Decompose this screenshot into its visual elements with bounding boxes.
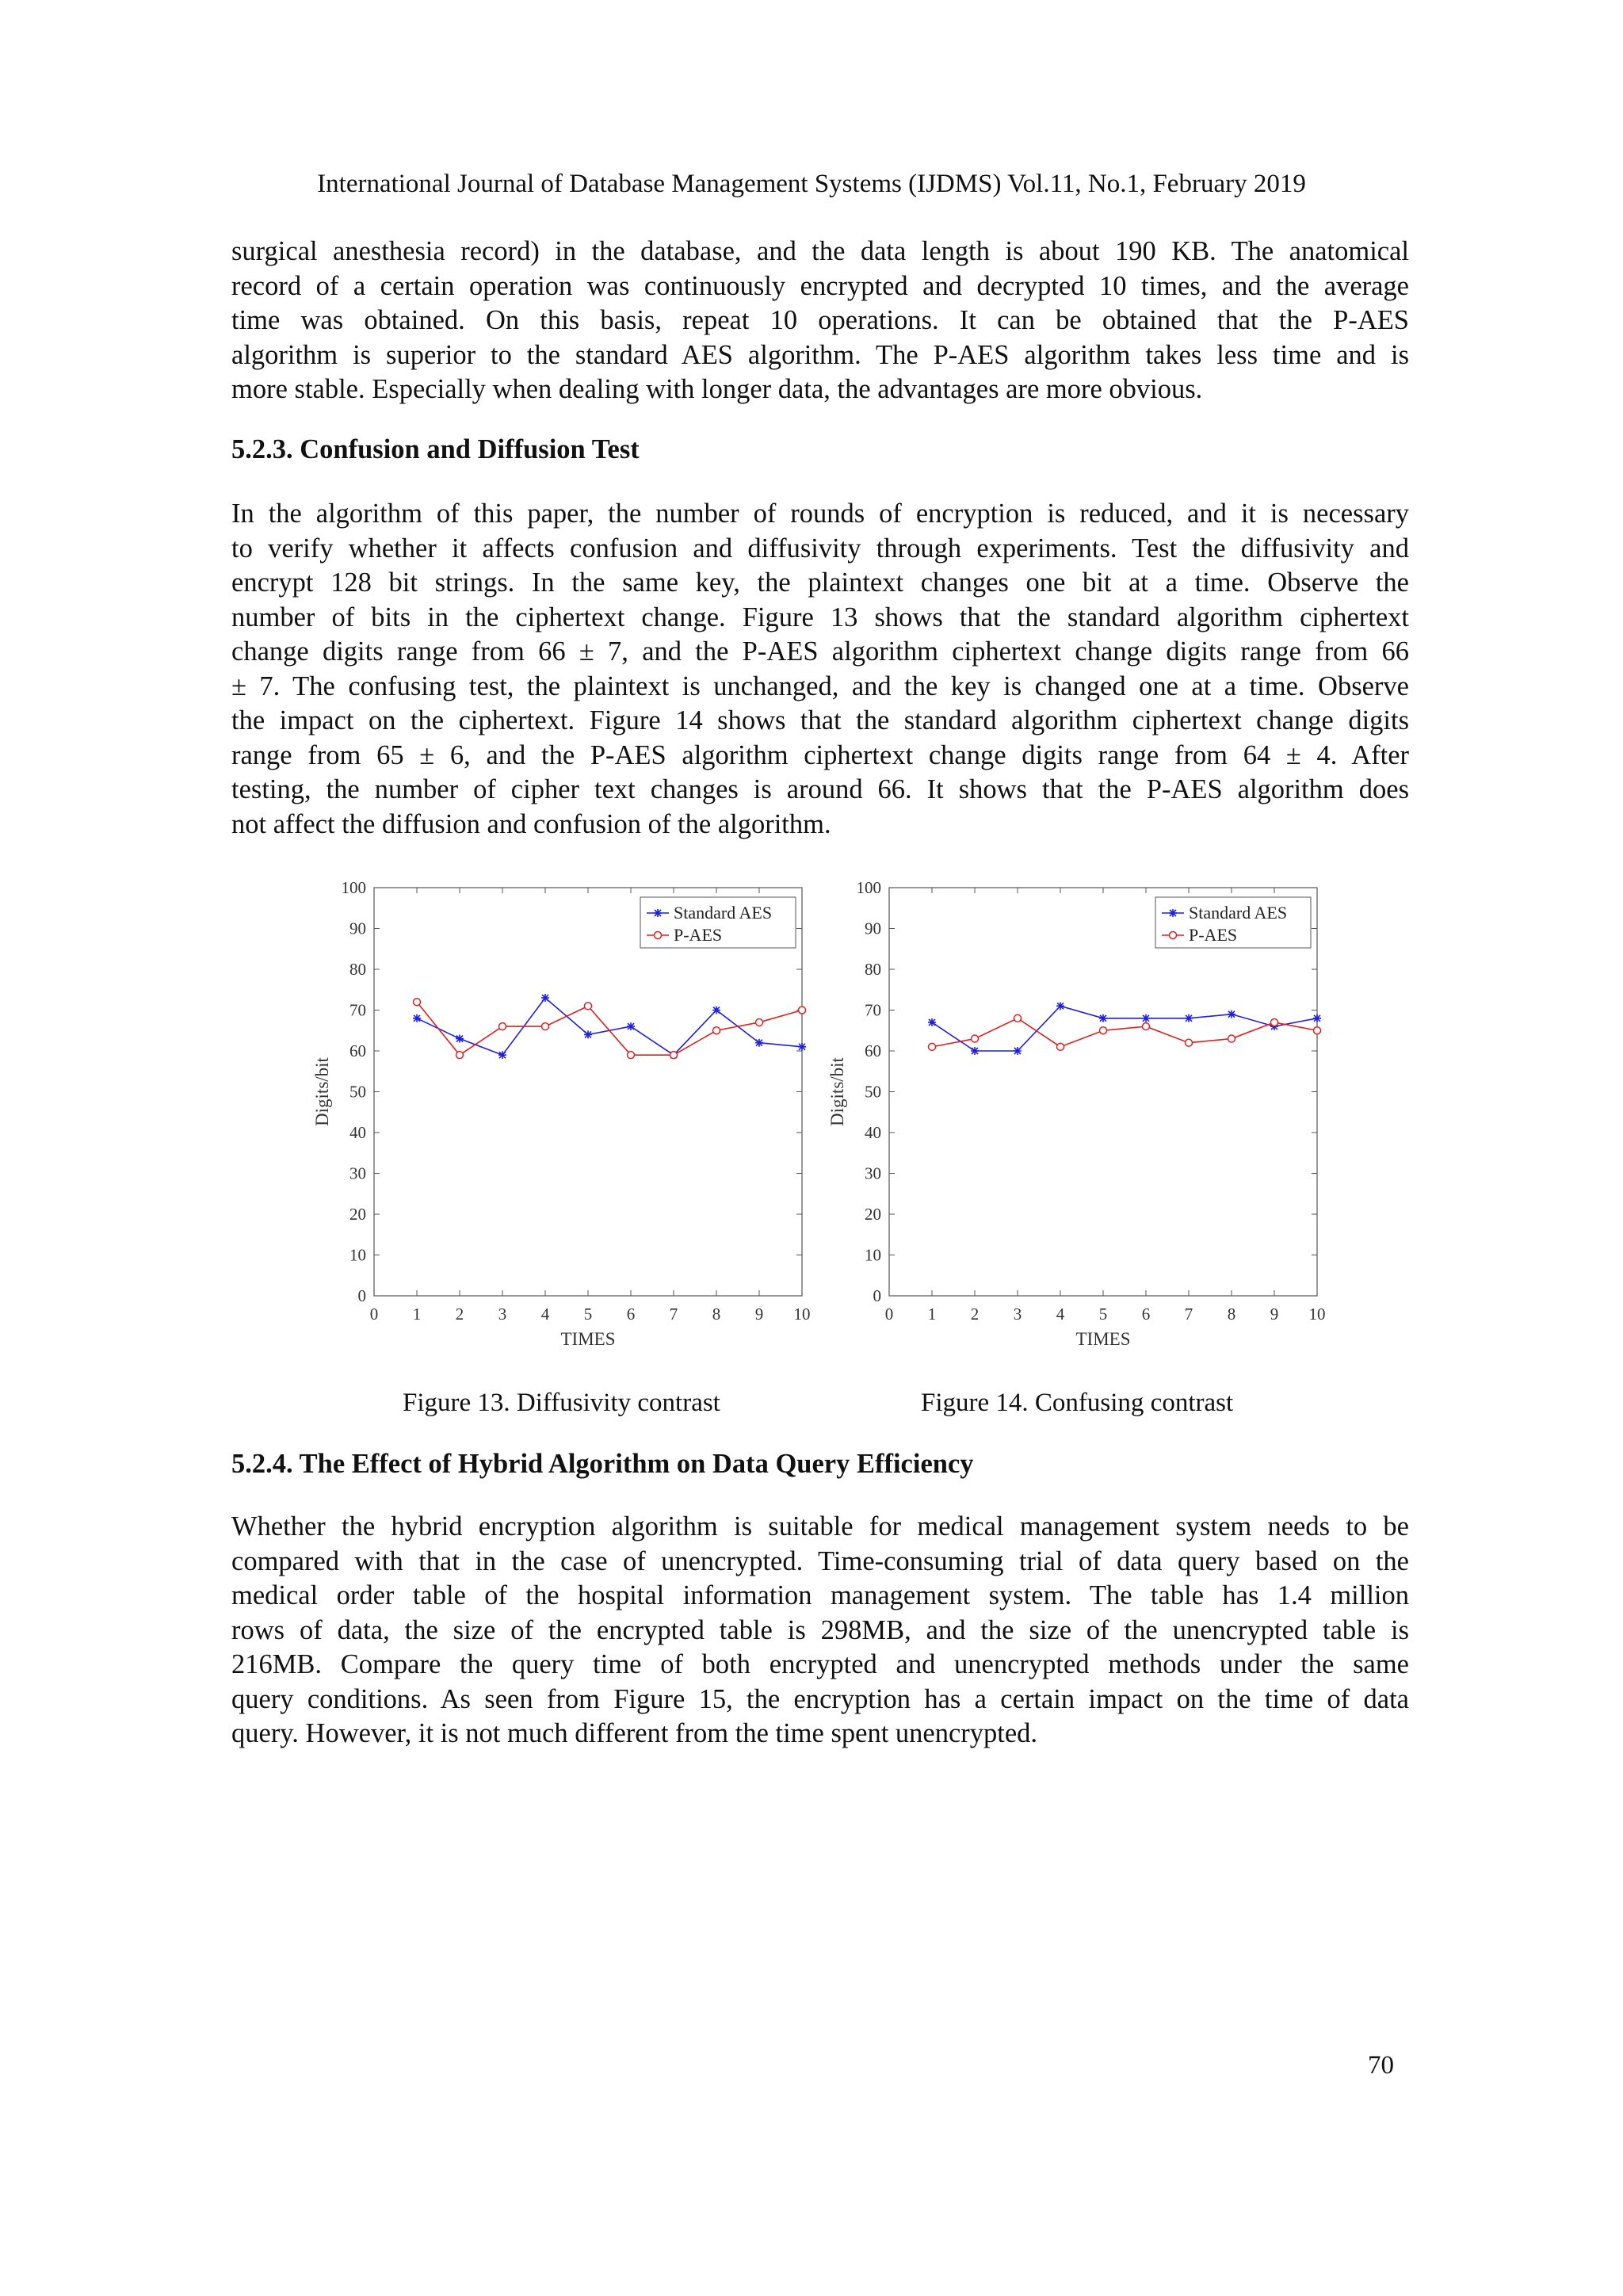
- text-line: the impact on the ciphertext. Figure 14 shows that the standard algorithm ciphertext change digits: [231, 705, 1409, 735]
- data-point: [1014, 1047, 1022, 1055]
- legend-label: P-AES: [1189, 925, 1238, 945]
- x-tick-label: 5: [583, 1305, 593, 1324]
- figure-13-chart: [301, 872, 824, 1383]
- data-point: [972, 1035, 979, 1042]
- data-point: [1186, 1039, 1193, 1046]
- y-tick-label: 50: [349, 1082, 366, 1102]
- y-axis-label: Digits/bit: [312, 1057, 332, 1126]
- y-tick-label: 40: [349, 1123, 366, 1142]
- data-point: [499, 1023, 506, 1030]
- paragraph-query-efficiency: [231, 1510, 1409, 1752]
- y-tick-label: 90: [349, 919, 366, 938]
- data-point: [413, 1014, 421, 1022]
- data-point: [799, 1007, 806, 1014]
- data-point: [584, 1030, 592, 1038]
- data-point: [798, 1043, 806, 1051]
- y-tick-label: 70: [349, 1000, 366, 1020]
- x-tick-label: 8: [712, 1305, 721, 1324]
- text-line: record of a certain operation was continuously encrypted and decrypted 10 times, and the average: [231, 270, 1409, 301]
- text-line: not affect the diffusion and confusion of the algorithm.: [231, 808, 831, 839]
- x-tick-label: 7: [1184, 1305, 1193, 1324]
- data-point: [928, 1018, 936, 1026]
- x-tick-label: 1: [927, 1305, 937, 1324]
- x-tick-label: 10: [793, 1305, 811, 1324]
- data-point: [971, 1047, 979, 1055]
- figure-14-caption: Figure 14. Confusing contrast: [921, 1389, 1234, 1417]
- data-point: [1099, 1014, 1107, 1022]
- data-point: [713, 1027, 720, 1034]
- data-point: [585, 1003, 592, 1010]
- y-tick-label: 20: [865, 1205, 881, 1224]
- section-heading-5-2-4: 5.2.4. The Effect of Hybrid Algorithm on Data Query Efficiency: [231, 1449, 974, 1479]
- data-point: [712, 1007, 720, 1014]
- x-axis-label: TIMES: [560, 1329, 616, 1349]
- section-heading-5-2-3: 5.2.3. Confusion and Diffusion Test: [231, 434, 640, 464]
- text-line: query conditions. As seen from Figure 15, the encryption has a certain impact on the time of data: [231, 1683, 1409, 1714]
- diffusivity-line-chart: [301, 872, 824, 1379]
- data-point: [628, 1052, 635, 1059]
- data-point: [1057, 1043, 1064, 1050]
- text-line: to verify whether it affects confusion and diffusivity through experiments. Test the diffusivity and: [231, 533, 1409, 563]
- x-tick-label: 0: [884, 1305, 894, 1324]
- text-line: change digits range from 66 ± 7, and the P-AES algorithm ciphertext change digits range from 66: [231, 636, 1409, 667]
- plot-frame: [374, 888, 802, 1296]
- x-tick-label: 3: [1013, 1305, 1022, 1324]
- x-tick-label: 1: [412, 1305, 422, 1324]
- x-tick-label: 4: [540, 1305, 550, 1324]
- data-point: [498, 1051, 506, 1059]
- data-point: [1056, 1002, 1064, 1010]
- y-tick-label: 10: [865, 1245, 881, 1265]
- text-line: surgical anesthesia record) in the database, and the data length is about 190 KB. The anatomical: [231, 236, 1409, 266]
- text-line: In the algorithm of this paper, the number of rounds of encryption is reduced, and it is necessary: [231, 499, 1409, 529]
- legend-marker: [1169, 909, 1177, 917]
- x-tick-label: 0: [369, 1305, 379, 1324]
- y-axis-label: Digits/bit: [827, 1057, 847, 1126]
- data-point: [627, 1022, 635, 1030]
- data-point: [756, 1018, 763, 1026]
- y-tick-label: 0: [357, 1286, 366, 1305]
- data-point: [1014, 1014, 1022, 1022]
- x-axis-label: TIMES: [1075, 1329, 1131, 1349]
- paragraph-intro: [231, 235, 1409, 407]
- y-tick-label: 80: [349, 960, 366, 979]
- confusing-line-chart: [816, 872, 1339, 1379]
- text-line: range from 65 ± 6, and the P-AES algorithm ciphertext change digits range from 64 ± 4. After: [231, 739, 1409, 770]
- x-tick-label: 9: [1270, 1305, 1279, 1324]
- figure-14-chart: [816, 872, 1339, 1383]
- data-point: [1100, 1027, 1107, 1034]
- data-point: [456, 1035, 464, 1043]
- data-point: [1271, 1018, 1278, 1026]
- data-point: [929, 1043, 936, 1050]
- y-tick-label: 50: [865, 1082, 881, 1102]
- legend-marker: [654, 909, 662, 917]
- y-tick-label: 100: [341, 878, 366, 897]
- data-point: [1143, 1023, 1150, 1030]
- data-point: [414, 999, 421, 1006]
- legend-marker: [655, 932, 662, 939]
- text-line: rows of data, the size of the encrypted table is 298MB, and the size of the unencrypted table is: [231, 1614, 1409, 1645]
- y-tick-label: 10: [349, 1245, 366, 1265]
- y-tick-label: 20: [349, 1205, 366, 1224]
- legend-label: Standard AES: [674, 903, 773, 923]
- x-tick-label: 6: [626, 1305, 636, 1324]
- x-tick-label: 4: [1056, 1305, 1065, 1324]
- data-point: [1228, 1010, 1235, 1018]
- text-line: number of bits in the ciphertext change. Figure 13 shows that the standard algorithm ciphertext: [231, 602, 1409, 632]
- page-number: 70: [1368, 2051, 1394, 2080]
- y-tick-label: 30: [865, 1163, 881, 1183]
- x-tick-label: 7: [669, 1305, 678, 1324]
- y-tick-label: 30: [349, 1163, 366, 1183]
- running-header: International Journal of Database Management Systems (IJDMS) Vol.11, No.1, February 2019: [317, 170, 1306, 198]
- x-tick-label: 2: [970, 1305, 980, 1324]
- text-line: query. However, it is not much different from the time spent unencrypted.: [231, 1718, 1038, 1748]
- x-tick-label: 6: [1141, 1305, 1151, 1324]
- data-point: [670, 1052, 678, 1059]
- text-line: medical order table of the hospital information management system. The table has 1.4 million: [231, 1580, 1409, 1610]
- text-line: Whether the hybrid encryption algorithm is suitable for medical management system needs to be: [231, 1511, 1409, 1541]
- x-tick-label: 3: [498, 1305, 507, 1324]
- figure-13-caption: Figure 13. Diffusivity contrast: [403, 1389, 720, 1417]
- data-point: [1313, 1014, 1321, 1022]
- data-point: [542, 1023, 549, 1030]
- legend-label: Standard AES: [1189, 903, 1288, 923]
- data-point: [1185, 1014, 1193, 1022]
- data-point: [541, 994, 549, 1002]
- y-tick-label: 60: [865, 1041, 881, 1060]
- y-tick-label: 90: [865, 919, 881, 938]
- data-point: [1228, 1035, 1235, 1042]
- paragraph-confusion-diffusion: [231, 497, 1409, 842]
- text-line: ± 7. The confusing test, the plaintext is unchanged, and the key is changed one at a time. Observe: [231, 670, 1409, 701]
- y-tick-label: 0: [873, 1286, 881, 1305]
- y-tick-label: 100: [856, 878, 881, 897]
- data-point: [1314, 1027, 1321, 1034]
- x-tick-label: 10: [1308, 1305, 1326, 1324]
- y-tick-label: 80: [865, 960, 881, 979]
- plot-frame: [889, 888, 1317, 1296]
- text-line: testing, the number of cipher text changes is around 66. It shows that the P-AES algorithm does: [231, 774, 1409, 804]
- text-line: algorithm is superior to the standard AES algorithm. The P-AES algorithm takes less time and is: [231, 339, 1409, 370]
- text-line: compared with that in the case of unencrypted. Time-consuming trial of data query based on the: [231, 1545, 1409, 1576]
- x-tick-label: 9: [754, 1305, 764, 1324]
- legend-marker: [1170, 932, 1177, 939]
- x-tick-label: 2: [455, 1305, 464, 1324]
- data-point: [755, 1039, 763, 1047]
- text-line: 216MB. Compare the query time of both encrypted and unencrypted methods under the same: [231, 1649, 1409, 1679]
- text-line: encrypt 128 bit strings. In the same key, the plaintext changes one bit at a time. Observe the: [231, 567, 1409, 598]
- y-tick-label: 40: [865, 1123, 881, 1142]
- text-line: more stable. Especially when dealing with longer data, the advantages are more obvious.: [231, 374, 1203, 404]
- data-point: [456, 1052, 464, 1059]
- x-tick-label: 8: [1227, 1305, 1236, 1324]
- y-tick-label: 60: [349, 1041, 366, 1060]
- data-point: [1142, 1014, 1150, 1022]
- text-line: time was obtained. On this basis, repeat 10 operations. It can be obtained that the P-AES: [231, 305, 1409, 335]
- x-tick-label: 5: [1098, 1305, 1108, 1324]
- legend-label: P-AES: [674, 925, 723, 945]
- y-tick-label: 70: [865, 1000, 881, 1020]
